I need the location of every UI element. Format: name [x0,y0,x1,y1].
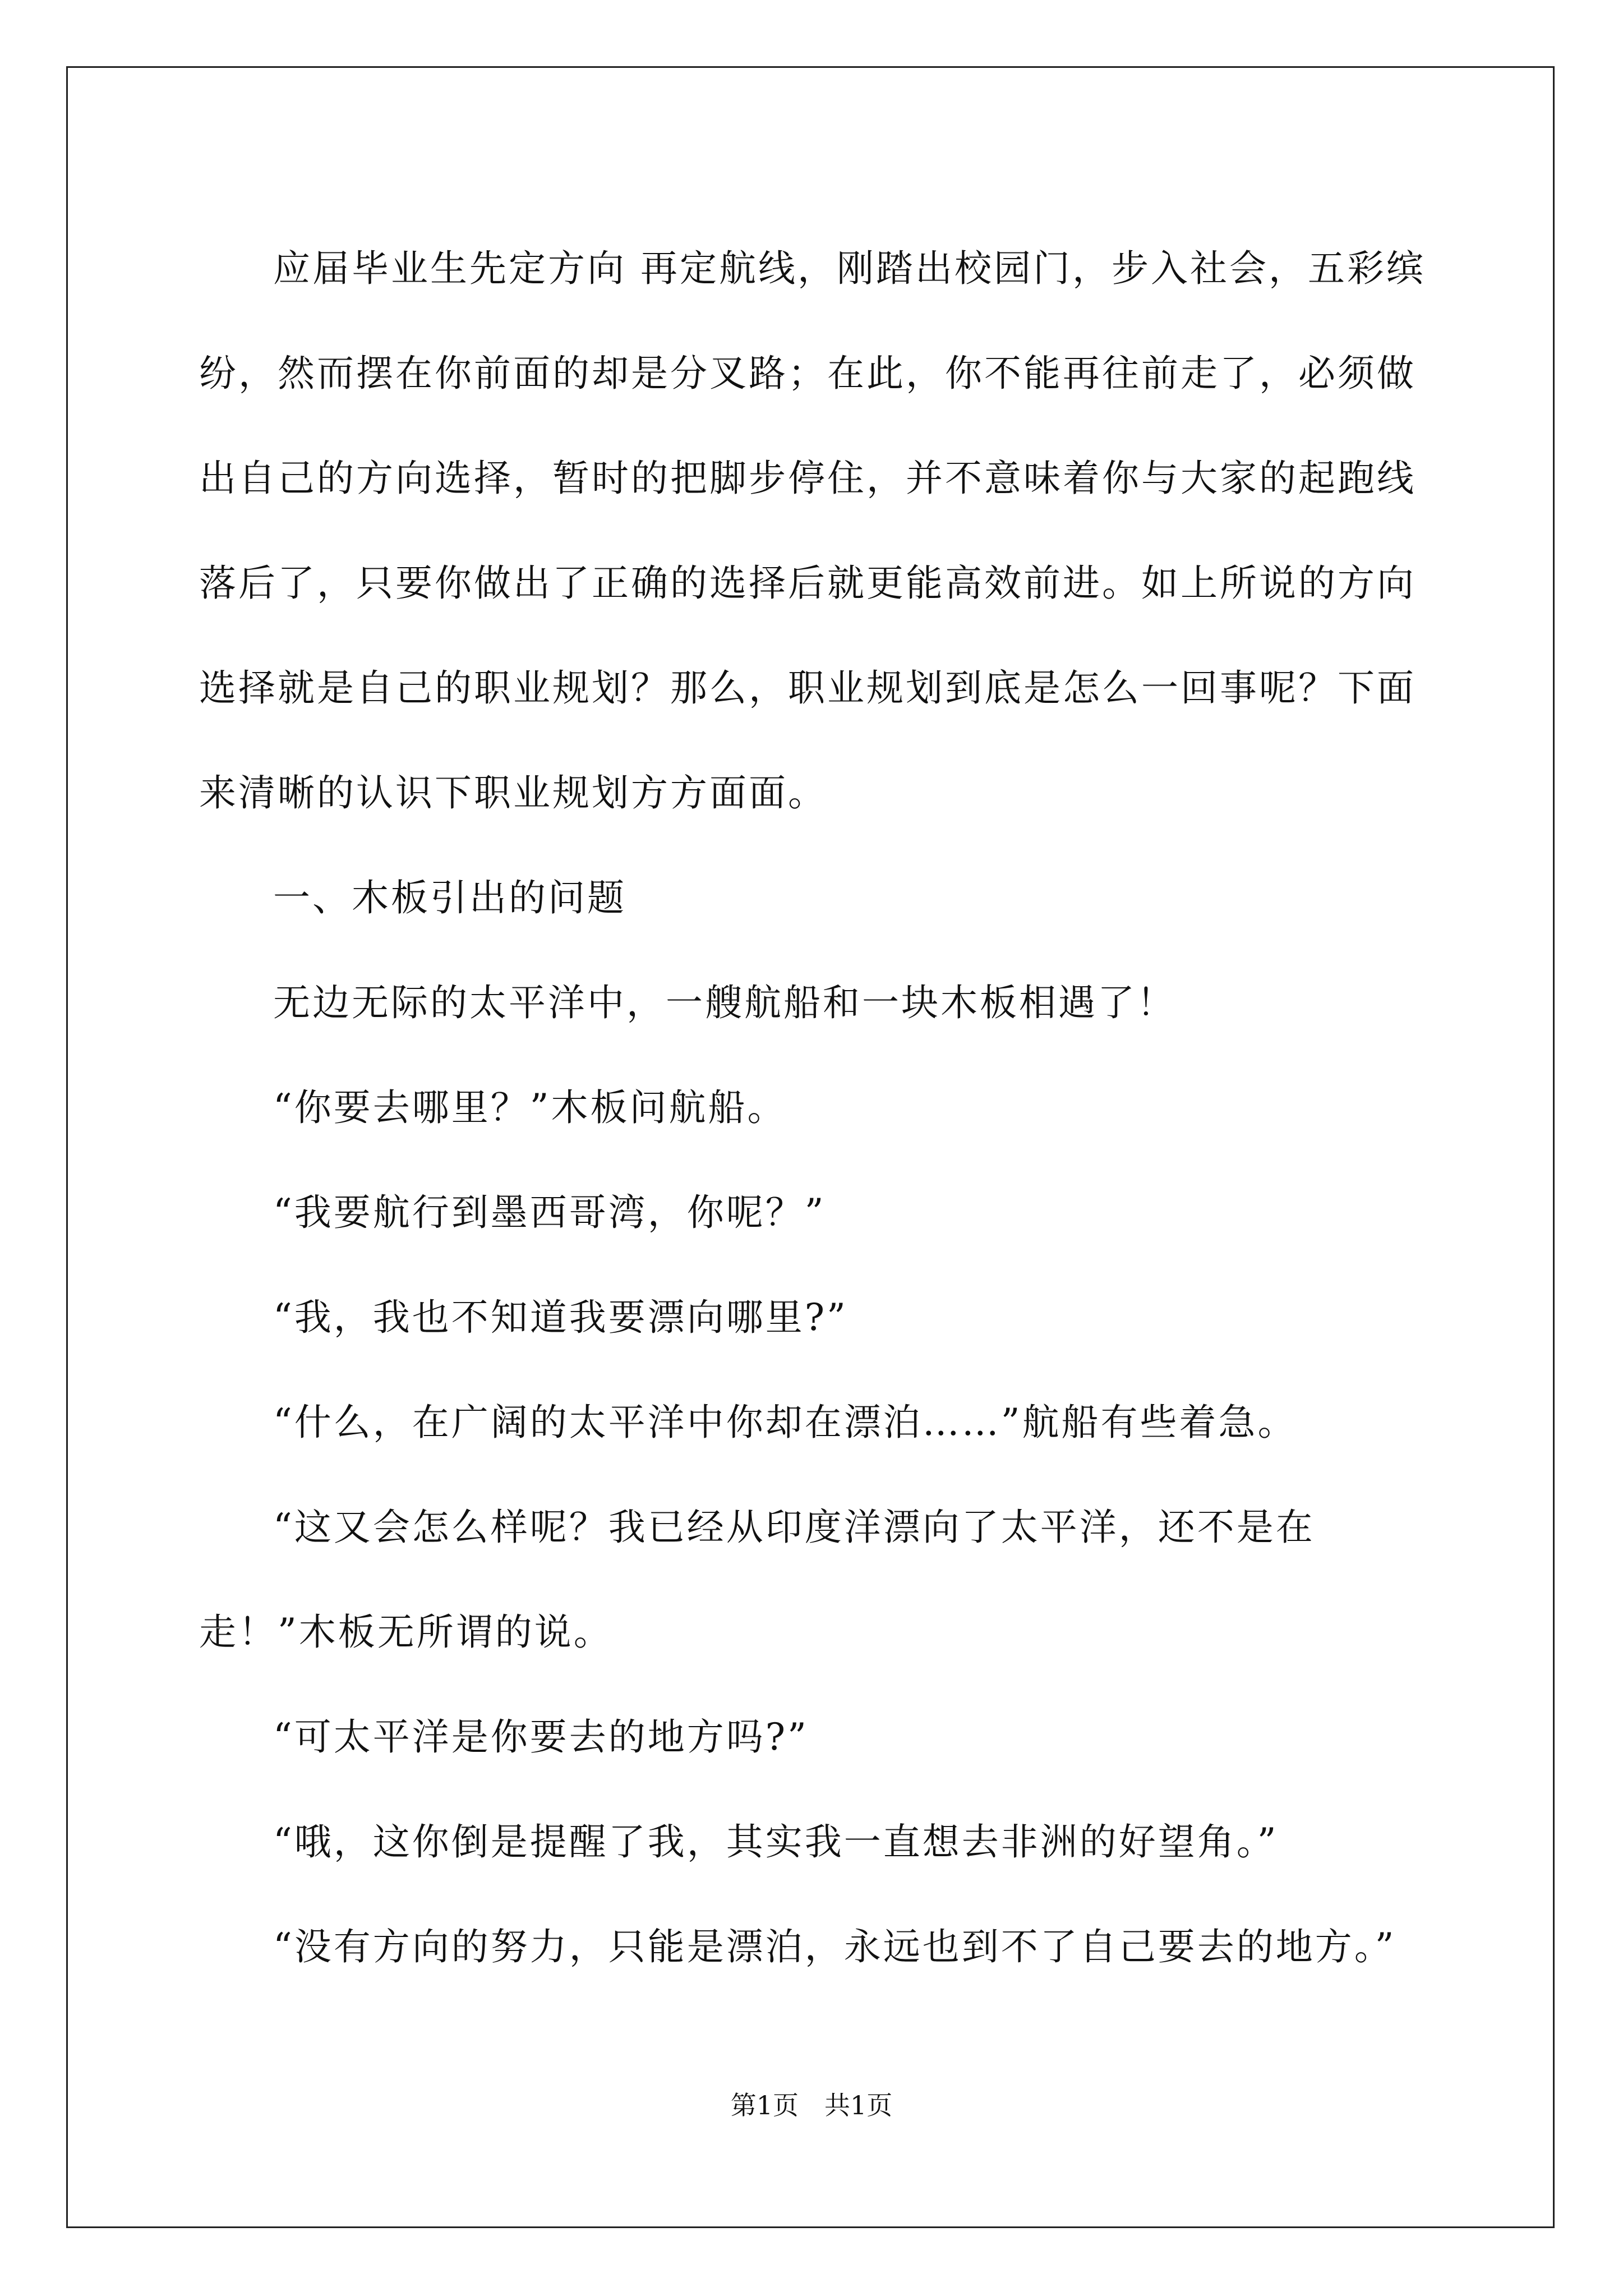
dialogue-paragraph: “可太平洋是你要去的地方吗?” [273,1715,809,1759]
dialogue-paragraph: “我要航行到墨西哥湾，你呢？” [273,1191,826,1234]
dialogue-paragraph: “这又会怎么样呢？我已经从印度洋漂向了太平洋，还不是在走！”木板无所谓的说。 [199,1506,1315,1654]
dialogue-paragraph: “没有方向的努力，只能是漂泊，永远也到不了自己要去的地方。” [273,1925,1396,1968]
dialogue-paragraph: “你要去哪里？”木板问航船。 [273,1086,787,1129]
section-heading: 一、木板引出的问题 [273,876,626,919]
story-paragraph: 无边无际的太平洋中，一艘航船和一块木板相遇了！ [273,981,1176,1024]
dialogue-paragraph: “哦，这你倒是提醒了我，其实我一直想去非洲的好望角。” [273,1820,1279,1864]
dialogue-paragraph: “我，我也不知道我要漂向哪里?” [273,1296,848,1339]
dialogue-paragraph: “什么，在广阔的太平洋中你却在漂泊……”航船有些着急。 [273,1401,1297,1444]
intro-paragraph: 应届毕业生先定方向 再定航线，刚踏出校园门，步入社会，五彩缤纷，然而摆在你前面的却是分叉路；在此，你不能再往前走了，必须做出自己的方向选择，暂时的把脚步停住，并不意味着你与大家的起跑线落后了，只要你做出了正确的选择后就更能高效前进。如上所说的方向选择就是自己的职业规划？那么，职业规划到底是怎么一回事呢？下面来清晰的认识下职业规划方方面面。 [199,247,1426,815]
page-number-footer: 第1页 共1页 [730,2090,893,2120]
document-body [199,216,1433,1999]
